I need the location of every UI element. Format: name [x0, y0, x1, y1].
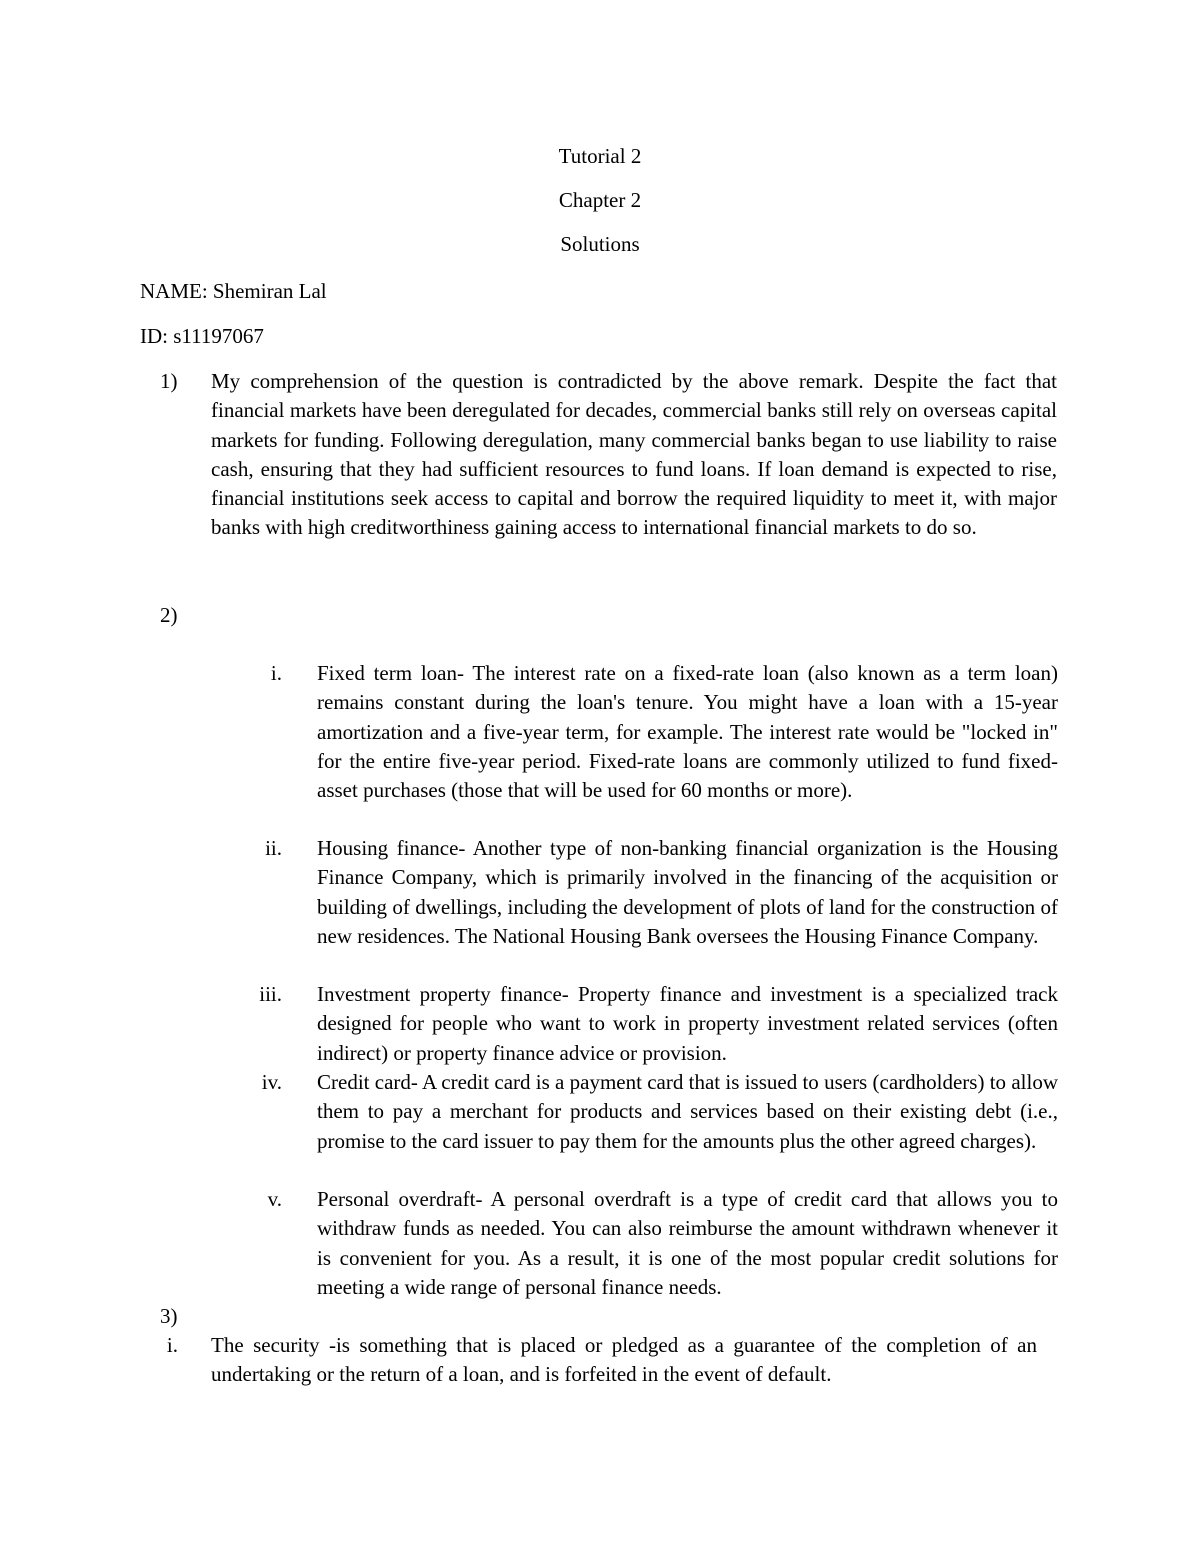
q2-item-personal-overdraft: Personal overdraft- A personal overdraft is a type of credit card that allows you to withdraw funds as needed. You can also reimburse the amount withdrawn whenever it is convenient for you. As a result, it is one of the most popular credit solutions for meeting a wide range of personal finance needs. — [317, 1187, 1058, 1299]
q2-number: 2) — [160, 603, 178, 627]
q3-number: 3) — [160, 1304, 178, 1328]
q2-item-fixed-term-loan: Fixed term loan- The interest rate on a fixed-rate loan (also known as a term loan) remains constant during the loan's tenure. You might have a loan with a 15-year amortization and a five-year term, for example. The interest rate would be "locked in" for the entire five-year period. Fixed-rate loans are commonly utilized to fund fixed-asset purchases (those that will be used for 60 months or more). — [317, 661, 1058, 803]
q1-answer: My comprehension of the question is contradicted by the above remark. Despite the fact that financial markets have been deregulated for decades, commercial banks still rely on overseas capital markets for funding. Following deregulation, many commercial banks began to use liability to raise cash, ensuring that they had sufficient resources to fund loans. If loan demand is expected to rise, financial institutions seek access to capital and borrow the required liquidity to meet it, with major banks with high creditworthiness gaining access to international financial markets to do so. — [211, 369, 1057, 540]
q3-item-marker: i. — [166, 1333, 178, 1357]
q3-item-security: The security -is something that is placed or pledged as a guarantee of the completion of an undertaking or the return of a loan, and is forfeited in the event of default. — [211, 1333, 1037, 1387]
q2-item-marker: iv. — [261, 1070, 282, 1094]
q2-item-marker: i. — [270, 661, 282, 685]
student-name: NAME: Shemiran Lal — [140, 279, 327, 303]
q2-item-marker: iii. — [259, 982, 282, 1006]
solutions-heading: Solutions — [560, 232, 640, 256]
chapter-heading: Chapter 2 — [558, 188, 642, 212]
q2-item-marker: ii. — [265, 836, 282, 860]
q2-item-credit-card: Credit card- A credit card is a payment card that is issued to users (cardholders) to allow them to pay a merchant for products and services based on their existing debt (i.e., promise to the card issuer to pay them for the amounts plus the other agreed charges). — [317, 1070, 1058, 1153]
student-id: ID: s11197067 — [140, 324, 264, 348]
q2-item-investment-property-finance: Investment property finance- Property finance and investment is a specialized track designed for people who want to work in property investment related services (often indirect) or property finance advice or provision. — [317, 982, 1058, 1065]
q2-item-marker: v. — [267, 1187, 282, 1211]
q2-item-housing-finance: Housing finance- Another type of non-banking financial organization is the Housing Finance Company, which is primarily involved in the financing of the acquisition or building of dwellings, including the development of plots of land for the construction of new residences. The National Housing Bank oversees the Housing Finance Company. — [317, 836, 1058, 948]
q1-number: 1) — [160, 369, 178, 393]
document-title: Tutorial 2 — [558, 144, 642, 168]
